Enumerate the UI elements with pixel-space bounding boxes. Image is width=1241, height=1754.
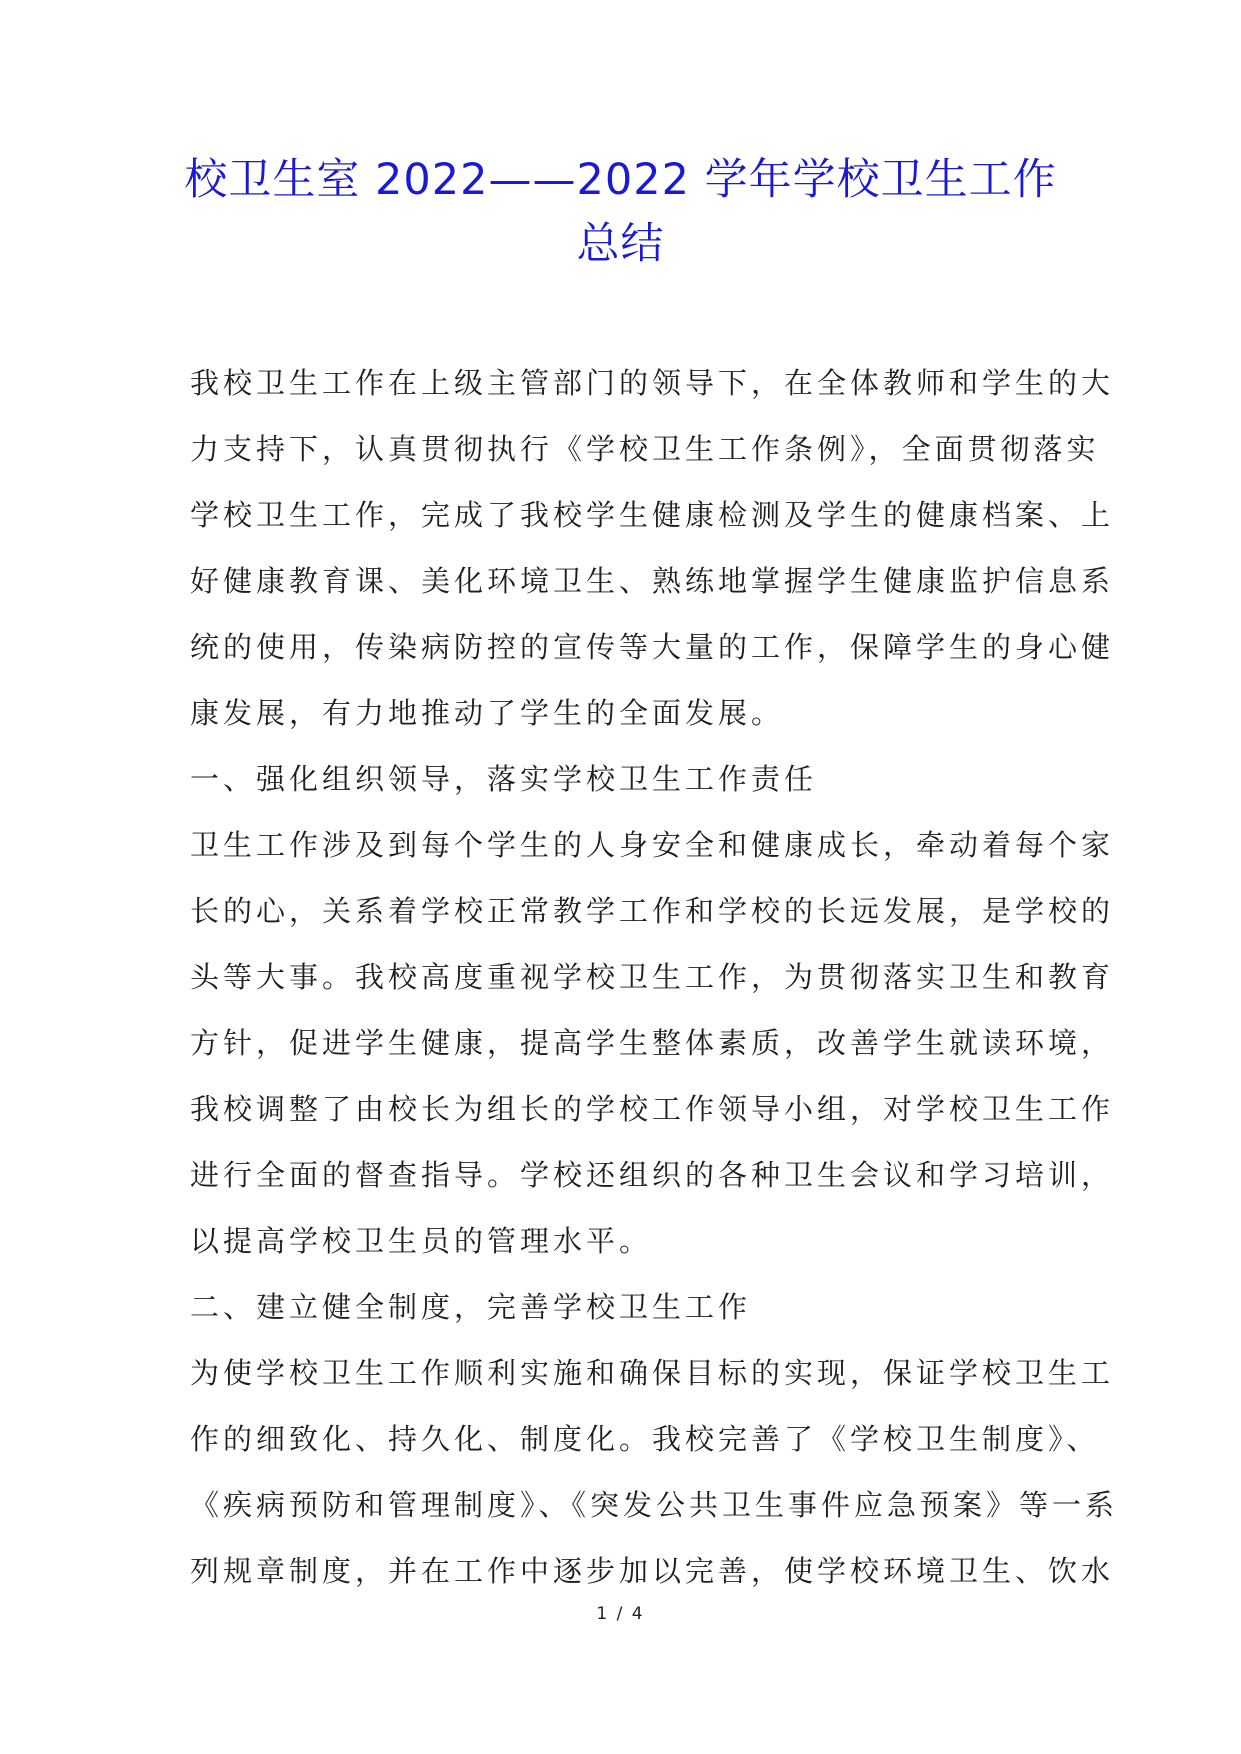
body-line-9: 长的心，关系着学校正常教学工作和学校的长远发展，是学校的	[190, 894, 1115, 928]
body-line-1: 我校卫生工作在上级主管部门的领导下，在全体教师和学生的大	[190, 366, 1115, 400]
body-line-4: 好健康教育课、美化环境卫生、熟练地掌握学生健康监护信息系	[190, 564, 1115, 598]
document-title	[150, 148, 1091, 276]
body-line-10: 头等大事。我校高度重视学校卫生工作，为贯彻落实卫生和教育	[190, 960, 1115, 994]
section-heading-1: 一、强化组织领导，落实学校卫生工作责任	[190, 762, 818, 796]
body-line-8: 卫生工作涉及到每个学生的人身安全和健康成长，牵动着每个家	[190, 828, 1115, 862]
body-line-2: 力支持下，认真贯彻执行《学校卫生工作条例》，全面贯彻落实	[190, 432, 1100, 466]
body-line-16: 为使学校卫生工作顺利实施和确保目标的实现，保证学校卫生工	[190, 1356, 1115, 1390]
body-line-5: 统的使用，传染病防控的宣传等大量的工作，保障学生的身心健	[190, 630, 1115, 664]
body-line-3: 学校卫生工作，完成了我校学生健康检测及学生的健康档案、上	[190, 498, 1115, 532]
title-line-1: 校卫生室 2022——2022 学年学校卫生工作	[184, 155, 1057, 205]
body-line-17: 作的细致化、持久化、制度化。我校完善了《学校卫生制度》、	[190, 1422, 1100, 1456]
document-body	[190, 350, 1119, 1604]
body-line-18: 《疾病预防和管理制度》、《突发公共卫生事件应急预案》等一系	[190, 1488, 1119, 1522]
body-line-19: 列规章制度，并在工作中逐步加以完善，使学校环境卫生、饮水	[190, 1554, 1115, 1588]
body-line-14: 以提高学校卫生员的管理水平。	[190, 1224, 653, 1258]
title-line-2: 总结	[576, 219, 665, 269]
body-line-13: 进行全面的督查指导。学校还组织的各种卫生会议和学习培训，	[190, 1158, 1115, 1192]
body-line-11: 方针，促进学生健康，提高学生整体素质，改善学生就读环境，	[190, 1026, 1115, 1060]
body-line-6: 康发展，有力地推动了学生的全面发展。	[190, 696, 785, 730]
page-number: 1 / 4	[596, 1604, 645, 1624]
body-line-12: 我校调整了由校长为组长的学校工作领导小组，对学校卫生工作	[190, 1092, 1115, 1126]
section-heading-2: 二、建立健全制度，完善学校卫生工作	[190, 1290, 752, 1324]
